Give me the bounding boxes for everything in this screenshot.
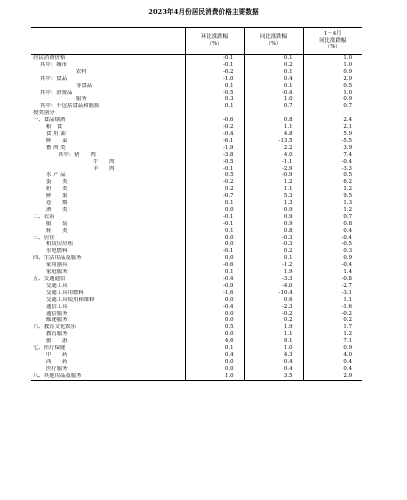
row-label: 牛 肉 xyxy=(93,158,115,165)
table-row xyxy=(31,359,362,366)
cell-yoy: 1.2 xyxy=(244,179,303,186)
cell-mom: -6.1 xyxy=(185,138,244,145)
cell-mom: 0.0 xyxy=(185,297,244,304)
header-item xyxy=(31,28,185,55)
table-row xyxy=(31,317,362,324)
row-label: 家庭服务 xyxy=(46,269,68,276)
cell-mom: 0.1 xyxy=(185,345,244,352)
cell-yoy: 0.9 xyxy=(244,214,303,221)
cell-ytd: 1.0 xyxy=(303,62,362,69)
cell-mom: -0.6 xyxy=(185,117,244,124)
row-label: 三、居住 xyxy=(33,234,55,241)
table-row xyxy=(31,373,362,380)
cell-yoy: 0.7 xyxy=(244,103,303,110)
table-row xyxy=(31,96,362,103)
cell-yoy: 0.4 xyxy=(244,359,303,366)
table-row xyxy=(31,152,362,159)
cell-mom: 0.0 xyxy=(185,235,244,242)
cell-yoy: 0.4 xyxy=(244,76,303,83)
row-label: 教育服务 xyxy=(46,331,68,338)
cell-mom: 0.0 xyxy=(185,311,244,318)
cell-mom: 0.1 xyxy=(185,200,244,207)
cell-yoy: 1.9 xyxy=(244,269,303,276)
cell-ytd: 1.0 xyxy=(303,55,362,62)
table-body xyxy=(31,55,362,381)
table-row xyxy=(31,269,362,276)
cell-mom: -0.4 xyxy=(185,131,244,138)
cell-mom: 0.3 xyxy=(185,96,244,103)
cell-ytd: 2.9 xyxy=(303,76,362,83)
cell-yoy: -13.5 xyxy=(244,138,303,145)
table-row xyxy=(31,159,362,166)
row-label: 卷 烟 xyxy=(46,200,68,207)
cell-yoy: -1.2 xyxy=(244,262,303,269)
cell-yoy: -2.3 xyxy=(244,304,303,311)
cell-mom xyxy=(185,110,244,117)
table-row xyxy=(31,324,362,331)
row-label: 交通工具 xyxy=(46,282,68,289)
table-row xyxy=(31,55,362,62)
cell-mom: 0.1 xyxy=(185,269,244,276)
cell-mom: -0.1 xyxy=(185,62,244,69)
table-header xyxy=(31,28,362,55)
cell-ytd: -2.7 xyxy=(303,283,362,290)
cell-ytd: 1.3 xyxy=(303,200,362,207)
cell-ytd: 9.5 xyxy=(303,193,362,200)
cell-mom: -0.1 xyxy=(185,221,244,228)
cell-mom: -0.5 xyxy=(185,159,244,166)
cell-ytd: 0.4 xyxy=(303,228,362,235)
table-row xyxy=(31,290,362,297)
cell-yoy: -1.1 xyxy=(244,159,303,166)
cell-yoy: 0.8 xyxy=(244,117,303,124)
cell-mom: 0.1 xyxy=(185,83,244,90)
row-label: 交通工具用燃料 xyxy=(46,289,84,296)
table-row xyxy=(31,241,362,248)
cell-ytd: -1.6 xyxy=(303,304,362,311)
cell-ytd: 0.5 xyxy=(303,83,362,90)
cell-mom: 0.0 xyxy=(185,366,244,373)
cell-mom: -0.7 xyxy=(185,193,244,200)
cell-yoy: 1.9 xyxy=(244,324,303,331)
row-label: 西 药 xyxy=(46,358,68,365)
row-label: 水电燃料 xyxy=(46,248,68,255)
table-row xyxy=(31,283,362,290)
cell-mom: 0.0 xyxy=(185,359,244,366)
table-row xyxy=(31,166,362,173)
cell-yoy: 1.0 xyxy=(244,96,303,103)
cell-yoy: -0.9 xyxy=(244,172,303,179)
row-label: 服务 xyxy=(76,96,87,103)
cell-ytd: 2.9 xyxy=(303,373,362,380)
row-label: 旅 游 xyxy=(46,338,68,345)
row-label: 其中：城市 xyxy=(40,61,67,68)
cell-mom: 1.0 xyxy=(185,373,244,380)
table-row xyxy=(31,221,362,228)
cell-ytd: -0.4 xyxy=(303,235,362,242)
cell-mom: 0.2 xyxy=(185,186,244,193)
cell-yoy: 4.3 xyxy=(244,352,303,359)
row-label: 医疗服务 xyxy=(46,365,68,372)
cell-yoy: 0.9 xyxy=(244,221,303,228)
cell-ytd: 1.0 xyxy=(303,90,362,97)
cell-ytd: 7.1 xyxy=(303,338,362,345)
table-row xyxy=(31,207,362,214)
cell-mom: 0.0 xyxy=(185,241,244,248)
row-label: 居民消费价格 xyxy=(33,55,66,61)
row-label: 非食品 xyxy=(76,82,93,89)
cell-ytd: -3.3 xyxy=(303,166,362,173)
table-row xyxy=(31,90,362,97)
table-row xyxy=(31,103,362,110)
cell-yoy: 0.1 xyxy=(244,55,303,62)
row-label: 其中：消费品 xyxy=(40,89,73,96)
row-label: 其中：猪 肉 xyxy=(58,151,96,158)
cell-yoy: 1.1 xyxy=(244,124,303,131)
cell-yoy: 0.1 xyxy=(244,83,303,90)
table-row xyxy=(31,193,362,200)
cell-mom: -0.6 xyxy=(185,262,244,269)
cell-yoy: 3.5 xyxy=(244,373,303,380)
cell-ytd: 6.2 xyxy=(303,179,362,186)
cell-ytd: -3.1 xyxy=(303,290,362,297)
cell-mom: -0.5 xyxy=(185,90,244,97)
cell-mom: -0.1 xyxy=(185,248,244,255)
cell-mom: -0.4 xyxy=(185,276,244,283)
cell-ytd: 0.7 xyxy=(303,214,362,221)
table-row xyxy=(31,200,362,207)
row-label: 酒 类 xyxy=(46,206,68,213)
row-label: 农村 xyxy=(76,68,87,75)
cell-yoy: 0.4 xyxy=(244,366,303,373)
cell-yoy: -0.2 xyxy=(244,311,303,318)
cell-ytd: 5.9 xyxy=(303,131,362,138)
cell-ytd: 2.1 xyxy=(303,124,362,131)
table-row xyxy=(31,214,362,221)
table-row xyxy=(31,186,362,193)
cpi-table xyxy=(31,27,362,381)
cell-mom: 0.5 xyxy=(185,172,244,179)
cell-ytd: 0.4 xyxy=(303,359,362,366)
cell-mom: 0.0 xyxy=(185,207,244,214)
cell-mom: -1.0 xyxy=(185,76,244,83)
row-label: 其中：食品 xyxy=(40,75,67,82)
cell-mom: -0.1 xyxy=(185,55,244,62)
cell-ytd: 7.4 xyxy=(303,152,362,159)
table-row xyxy=(31,179,362,186)
row-label: 食 用 油 xyxy=(46,130,66,137)
table-row xyxy=(31,62,362,69)
table-row xyxy=(31,228,362,235)
row-label: 租赁房房租 xyxy=(46,241,73,248)
cell-mom: 0.0 xyxy=(185,255,244,262)
table-row xyxy=(31,131,362,138)
table-row xyxy=(31,352,362,359)
cell-ytd: 0.9 xyxy=(303,69,362,76)
row-label: 鲜 果 xyxy=(46,193,68,200)
table-row xyxy=(31,117,362,124)
row-label: 通信工具 xyxy=(46,303,68,310)
cell-yoy: 1.1 xyxy=(244,331,303,338)
cell-yoy: 0.2 xyxy=(244,62,303,69)
table-row xyxy=(31,338,362,345)
cell-ytd: 1.4 xyxy=(303,269,362,276)
cell-mom: -0.1 xyxy=(185,214,244,221)
row-label: 畜 肉 类 xyxy=(46,144,66,151)
cell-mom: -0.4 xyxy=(185,304,244,311)
cell-yoy: -0.3 xyxy=(244,241,303,248)
table-row xyxy=(31,145,362,152)
cell-ytd: -0.5 xyxy=(303,241,362,248)
table-row xyxy=(31,311,362,318)
row-label: 邮递服务 xyxy=(46,317,68,324)
cell-ytd: 0.9 xyxy=(303,255,362,262)
cell-yoy: 0.2 xyxy=(244,248,303,255)
cell-yoy: -0.4 xyxy=(244,90,303,97)
document-title: 2023年4月份居民消费价格主要数据 xyxy=(148,8,259,16)
cell-ytd xyxy=(303,110,362,117)
cell-yoy: -10.4 xyxy=(244,290,303,297)
table-row xyxy=(31,297,362,304)
header-mom: 环比涨跌幅 （%） xyxy=(185,28,244,55)
row-label: 六、教育文化娱乐 xyxy=(33,324,77,331)
table-row xyxy=(31,124,362,131)
cell-yoy: 0.1 xyxy=(244,69,303,76)
cell-ytd: 3.9 xyxy=(303,145,362,152)
row-label: 鞋 类 xyxy=(46,227,68,234)
row-label: 一、食品烟酒 xyxy=(33,117,66,124)
cell-mom: 0.4 xyxy=(185,352,244,359)
cell-mom: 4.6 xyxy=(185,338,244,345)
table-row xyxy=(31,366,362,373)
row-label: 鲜 菜 xyxy=(46,137,68,144)
row-label: 交通工具使用和维修 xyxy=(46,296,95,303)
row-label: 粮 食 xyxy=(46,124,63,131)
cell-ytd: 1.2 xyxy=(303,207,362,214)
table-row xyxy=(31,69,362,76)
row-label: 蛋 类 xyxy=(46,179,68,186)
cell-mom: -0.2 xyxy=(185,69,244,76)
cell-yoy: 0.6 xyxy=(244,297,303,304)
cell-ytd: -0.8 xyxy=(303,276,362,283)
row-label: 通信服务 xyxy=(46,310,68,317)
row-label: 奶 类 xyxy=(46,186,68,193)
cell-mom: -0.1 xyxy=(185,166,244,173)
row-label: 其中：不包括食品和能源 xyxy=(40,103,100,110)
row-label: 服 装 xyxy=(46,220,68,227)
cell-ytd: 2.4 xyxy=(303,117,362,124)
cell-yoy: 4.8 xyxy=(244,131,303,138)
row-label: 水 产 品 xyxy=(46,172,66,179)
cell-mom: -3.8 xyxy=(185,152,244,159)
row-label: 四、生活用品及服务 xyxy=(33,255,82,262)
header-ytd: 1－4月 同比涨跌幅 （%） xyxy=(303,28,362,55)
row-label: 七、医疗保健 xyxy=(33,345,66,352)
cell-ytd: 0.9 xyxy=(303,345,362,352)
table-row xyxy=(31,110,362,117)
cell-yoy: -2.9 xyxy=(244,166,303,173)
row-label: 二、衣着 xyxy=(33,213,55,220)
cell-yoy: 0.1 xyxy=(244,255,303,262)
table-row xyxy=(31,276,362,283)
row-label: 羊 肉 xyxy=(93,165,115,172)
cell-yoy: 0.2 xyxy=(244,317,303,324)
row-label: 中 药 xyxy=(46,351,68,358)
cell-ytd: 4.0 xyxy=(303,352,362,359)
header-yoy: 同比涨跌幅 （%） xyxy=(244,28,303,55)
cell-yoy: 1.1 xyxy=(244,186,303,193)
table-row xyxy=(31,304,362,311)
table-row xyxy=(31,172,362,179)
cell-ytd: 1.2 xyxy=(303,331,362,338)
cell-mom: -0.2 xyxy=(185,124,244,131)
cell-yoy: 1.0 xyxy=(244,345,303,352)
cell-yoy: -3.3 xyxy=(244,276,303,283)
cell-ytd: 0.4 xyxy=(303,366,362,373)
cell-ytd: 1.7 xyxy=(303,324,362,331)
cell-yoy: 4.0 xyxy=(244,152,303,159)
table-row xyxy=(31,262,362,269)
cell-yoy: 1.3 xyxy=(244,200,303,207)
cell-ytd: 0.7 xyxy=(303,103,362,110)
cell-mom: -0.2 xyxy=(185,179,244,186)
cell-yoy: 0.9 xyxy=(244,207,303,214)
table-row xyxy=(31,138,362,145)
cell-yoy: 2.2 xyxy=(244,145,303,152)
row-label: 五、交通通信 xyxy=(33,276,66,282)
cell-ytd: -0.2 xyxy=(303,311,362,318)
cell-mom: 0.1 xyxy=(185,228,244,235)
cell-mom: -1.6 xyxy=(185,290,244,297)
row-label: 家用器具 xyxy=(46,262,68,269)
cell-ytd: 1.1 xyxy=(303,297,362,304)
table-row xyxy=(31,345,362,352)
cell-yoy: -4.0 xyxy=(244,283,303,290)
cell-mom: 0.0 xyxy=(185,331,244,338)
cell-yoy xyxy=(244,110,303,117)
cell-ytd: -0.4 xyxy=(303,262,362,269)
cell-mom: 0.5 xyxy=(185,324,244,331)
cell-yoy: -0.3 xyxy=(244,235,303,242)
cell-ytd: 0.9 xyxy=(303,96,362,103)
table-row xyxy=(31,235,362,242)
cell-ytd: 0.8 xyxy=(303,221,362,228)
cell-ytd: 0.3 xyxy=(303,248,362,255)
cell-ytd: 0.5 xyxy=(303,172,362,179)
row-label: 按类别分 xyxy=(33,110,55,117)
cell-yoy: 5.3 xyxy=(244,193,303,200)
cell-ytd: -0.4 xyxy=(303,159,362,166)
table-row xyxy=(31,331,362,338)
cell-yoy: 9.1 xyxy=(244,338,303,345)
cell-ytd: 0.2 xyxy=(303,317,362,324)
row-label: 八、其他用品及服务 xyxy=(31,373,185,380)
cell-mom: -1.9 xyxy=(185,145,244,152)
table-row xyxy=(31,76,362,83)
table-row xyxy=(31,83,362,90)
cell-ytd: -5.5 xyxy=(303,138,362,145)
table-row xyxy=(31,255,362,262)
table-row xyxy=(31,248,362,255)
cell-ytd: 1.2 xyxy=(303,186,362,193)
cell-mom: 0.0 xyxy=(185,317,244,324)
cell-yoy: 0.8 xyxy=(244,228,303,235)
cell-mom: 0.1 xyxy=(185,103,244,110)
cell-mom: -0.9 xyxy=(185,283,244,290)
